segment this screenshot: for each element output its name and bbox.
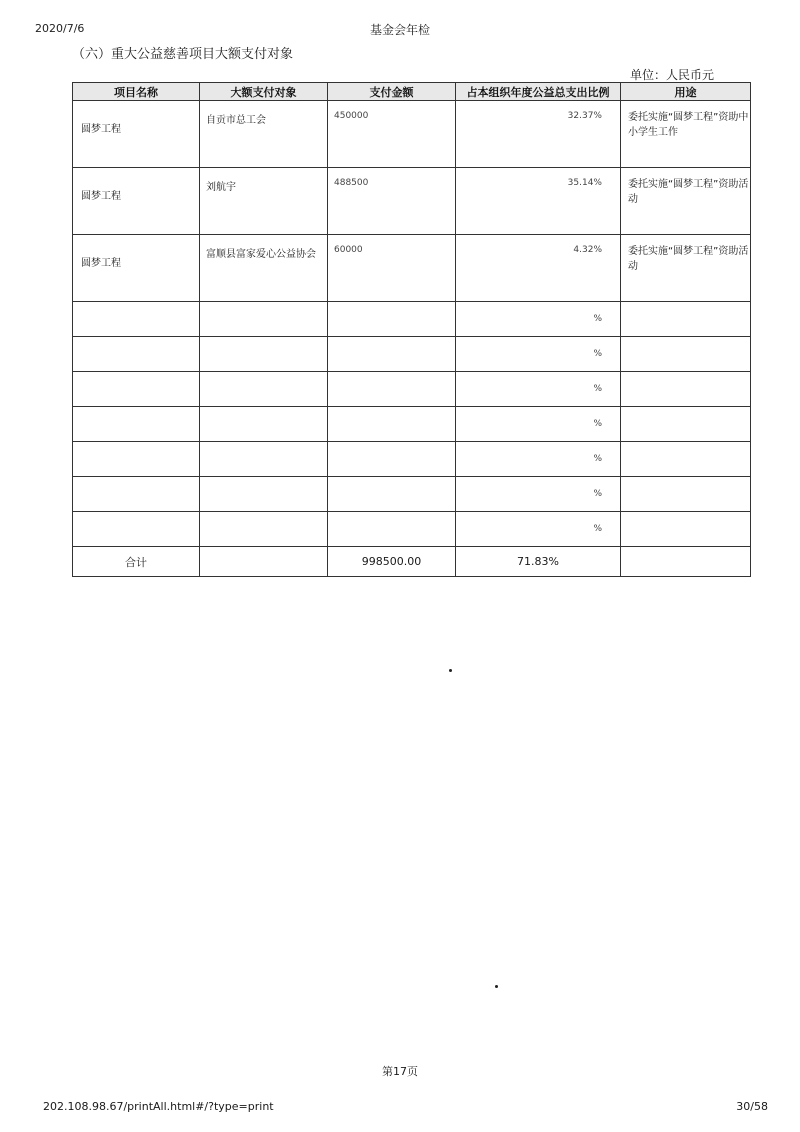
cell-percent: 4.32% <box>456 235 621 302</box>
empty-percent: % <box>456 337 621 372</box>
empty-row <box>73 407 751 442</box>
col-header-percent: 占本组织年度公益总支出比例 <box>456 83 621 101</box>
empty-percent: % <box>456 477 621 512</box>
cell-amount: 450000 <box>328 101 456 168</box>
section-title: （六）重大公益慈善项目大额支付对象 <box>72 47 294 62</box>
empty-row <box>73 442 751 477</box>
cell-project: 圆梦工程 <box>73 235 200 302</box>
cell-project: 圆梦工程 <box>73 168 200 235</box>
cell-use: 委托实施“圆梦工程”资助活动 <box>621 235 751 302</box>
empty-percent: % <box>456 302 621 337</box>
total-row <box>73 547 751 577</box>
table-row <box>73 168 751 235</box>
cell-amount: 488500 <box>328 168 456 235</box>
cell-percent: 32.37% <box>456 101 621 168</box>
empty-row <box>73 512 751 547</box>
total-label: 合计 <box>73 547 200 577</box>
cell-payee: 刘航宇 <box>200 168 328 235</box>
col-header-project: 项目名称 <box>73 83 200 101</box>
print-page-count: 30/58 <box>736 1100 768 1113</box>
cell-use: 委托实施“圆梦工程”资助中小学生工作 <box>621 101 751 168</box>
empty-percent: % <box>456 442 621 477</box>
col-header-amount: 支付金额 <box>328 83 456 101</box>
cell-payee: 自贡市总工会 <box>200 101 328 168</box>
col-header-payee: 大额支付对象 <box>200 83 328 101</box>
total-amount: 998500.00 <box>328 547 456 577</box>
empty-row <box>73 302 751 337</box>
empty-percent: % <box>456 512 621 547</box>
print-url: 202.108.98.67/printAll.html#/?type=print <box>43 1100 274 1113</box>
col-header-use: 用途 <box>621 83 751 101</box>
empty-percent: % <box>456 372 621 407</box>
print-date: 2020/7/6 <box>35 22 85 35</box>
cell-percent: 35.14% <box>456 168 621 235</box>
table-row <box>73 235 751 302</box>
cell-amount: 60000 <box>328 235 456 302</box>
table-row <box>73 101 751 168</box>
page-number: 第17页 <box>382 1065 418 1078</box>
unit-label: 单位：人民币元 <box>629 68 714 82</box>
cell-payee: 富顺县富家爱心公益协会 <box>200 235 328 302</box>
document-header-title: 基金会年检 <box>369 23 430 37</box>
empty-row <box>73 477 751 512</box>
scan-speck <box>495 985 498 988</box>
payments-table <box>72 82 751 577</box>
empty-percent: % <box>456 407 621 442</box>
empty-row <box>73 337 751 372</box>
empty-row <box>73 372 751 407</box>
total-percent: 71.83% <box>456 547 621 577</box>
cell-project: 圆梦工程 <box>73 101 200 168</box>
table-header-row <box>73 83 751 101</box>
cell-use: 委托实施“圆梦工程”资助活动 <box>621 168 751 235</box>
scan-speck <box>449 669 452 672</box>
